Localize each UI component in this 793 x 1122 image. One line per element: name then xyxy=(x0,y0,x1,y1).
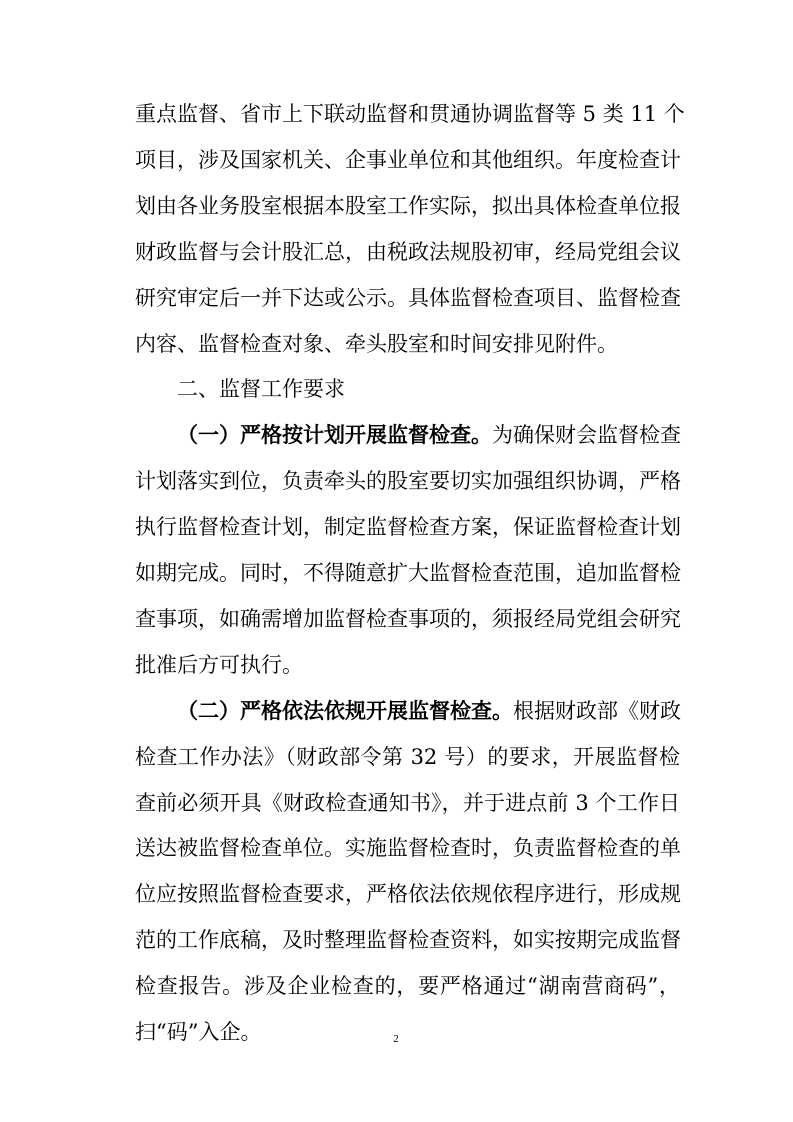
paragraph-first-line xyxy=(177,419,680,451)
paragraph-lead: （二）严格依法依规开展监督检查。 xyxy=(177,698,513,723)
paragraph-first-line xyxy=(177,695,680,727)
body-line: 重点监督、省市上下联动监督和贯通协调监督等 5 类 11 个 xyxy=(135,102,685,126)
body-line: 研究审定后一并下达或公示。具体监督检查项目、监督检查 xyxy=(135,285,681,310)
body-line: 内容、监督检查对象、牵头股室和时间安排见附件。 xyxy=(135,331,618,356)
body-line: 查前必须开具《财政检查通知书》，并于进点前 3 个工作日 xyxy=(135,790,680,815)
body-line: 财政监督与会计股汇总，由税政法规股初审，经局党组会议 xyxy=(135,239,681,264)
body-line: 计划落实到位，负责牵头的股室要切实加强组织协调，严格 xyxy=(135,469,681,494)
body-line: 扫“码”入企。 xyxy=(135,1020,262,1044)
body-line: 项目，涉及国家机关、企事业单位和其他组织。年度检查计 xyxy=(135,147,681,172)
body-line: 如期完成。同时，不得随意扩大监督检查范围，追加监督检 xyxy=(135,561,681,585)
body-line: 位应按照监督检查要求，严格依法依规依程序进行，形成规 xyxy=(135,882,681,907)
paragraph-text: 为确保财会监督检查 xyxy=(492,423,681,448)
body-line: 批准后方可执行。 xyxy=(135,652,303,677)
body-line: 划由各业务股室根据本股室工作实际，拟出具体检查单位报 xyxy=(135,193,681,218)
body-line: 范的工作底稿，及时整理监督检查资料，如实按期完成监督 xyxy=(135,928,681,953)
body-line: 查事项，如确需增加监督检查事项的，须报经局党组会研究 xyxy=(135,606,681,631)
paragraph-text: 根据财政部《财政 xyxy=(513,698,681,723)
page-number: 2 xyxy=(393,1033,399,1045)
body-line: 执行监督检查计划，制定监督检查方案，保证监督检查计划 xyxy=(135,515,681,540)
body-line: 检查工作办法》（财政部令第 32 号）的要求，开展监督检 xyxy=(135,744,680,769)
paragraph-lead: （一）严格按计划开展监督检查。 xyxy=(177,423,492,448)
body-line: 送达被监督检查单位。实施监督检查时，负责监督检查的单 xyxy=(135,836,681,861)
body-line: 检查报告。涉及企业检查的，要严格通过“湖南营商码”， xyxy=(135,974,680,999)
section-heading: 二、监督工作要求 xyxy=(177,377,345,402)
